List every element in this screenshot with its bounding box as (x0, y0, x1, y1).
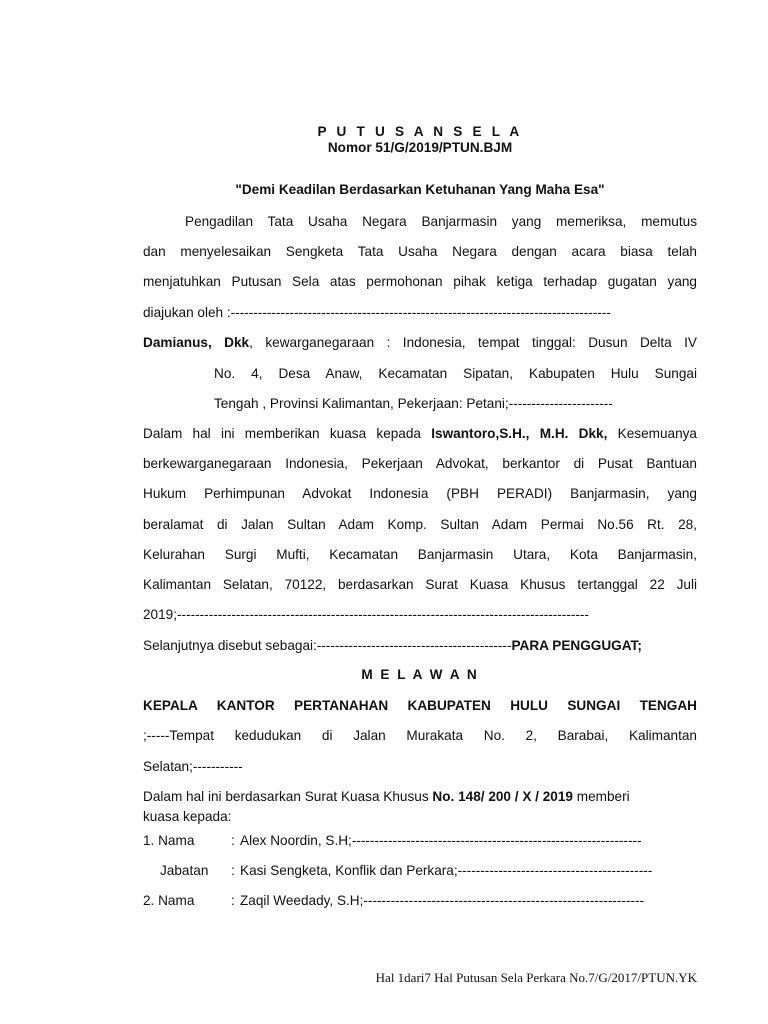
intro-line-4: diajukan oleh :------------------------------------------------------------------------------------ (143, 305, 611, 320)
page-footer: Hal 1dari7 Hal Putusan Sela Perkara No.7/G/2017/PTUN.YK (375, 970, 697, 985)
penggugat-name: Damianus, Dkk (143, 335, 250, 350)
disebut-text: Selanjutnya disebut sebagai:------------------------------------------- (143, 638, 512, 653)
kuasa-lead: Dalam hal ini memberikan kuasa kepada (143, 426, 432, 441)
kuasa-tergugat-nomor: No. 148/ 200 / X / 2019 (432, 789, 573, 804)
tergugat-line-3: Selatan;----------- (143, 759, 243, 774)
kuasa-jabatan-label: Jabatan (160, 863, 209, 878)
tergugat-line-2: ;-----Tempat kedudukan di Jalan Murakata No. 2, Barabai, Kalimantan (143, 728, 697, 743)
tergugat-line-1: KEPALA KANTOR PERTANAHAN KABUPATEN HULU SUNGAI TENGAH (143, 698, 697, 713)
irah-irah: "Demi Keadilan Berdasarkan Ketuhanan Yang Maha Esa" (235, 182, 605, 197)
kuasa-tergugat-lead: Dalam hal ini berdasarkan Surat Kuasa Khusus (143, 789, 433, 804)
penggugat-line-1 (143, 334, 697, 351)
kuasa-2-sep: : (231, 893, 235, 908)
kuasa-tergugat-line-2: kuasa kepada: (143, 809, 232, 824)
kuasa-name: Iswantoro,S.H., M.H. Dkk, (431, 426, 608, 441)
document-title: P U T U S A N S E L A (317, 124, 523, 139)
kuasa-lead-rest: Kesemuanya (607, 426, 697, 441)
intro-line-2: dan menyelesaikan Sengketa Tata Usaha Negara dengan acara biasa telah (143, 244, 697, 259)
penggugat-line-1-rest: , kewarganegaraan : Indonesia, tempat tinggal: Dusun Delta IV (249, 335, 697, 350)
kuasa-jabatan-sep: : (231, 863, 235, 878)
kuasa-penggugat-line-2: berkewarganegaraan Indonesia, Pekerjaan Advokat, berkantor di Pusat Bantuan (143, 456, 697, 471)
kuasa-1-value: Alex Noordin, S.H;---------------------------------------------------------------- (240, 833, 642, 848)
kuasa-2-label: 2. Nama (143, 893, 195, 908)
kuasa-tergugat-rest: memberi (572, 789, 630, 804)
kuasa-jabatan-value: Kasi Sengketa, Konflik dan Perkara;------------------------------------------- (240, 863, 653, 878)
melawan-heading: M E L A W A N (361, 667, 479, 682)
kuasa-penggugat-line-1 (143, 425, 697, 442)
penggugat-line-3: Tengah , Provinsi Kalimantan, Pekerjaan: Petani;----------------------- (214, 396, 613, 411)
kuasa-tergugat-line-1 (143, 788, 697, 805)
kuasa-penggugat-line-3: Hukum Perhimpunan Advokat Indonesia (PBH PERADI) Banjarmasin, yang (143, 486, 697, 501)
kuasa-2-value: Zaqil Weedady, S.H;-------------------------------------------------------------- (240, 893, 645, 908)
kuasa-penggugat-line-7: 2019;------------------------------------------------------------------------------------------- (143, 607, 589, 622)
para-penggugat-label: PARA PENGGUGAT; (511, 638, 642, 653)
intro-line-3: menjatuhkan Putusan Sela atas permohonan pihak ketiga terhadap gugatan yang (143, 274, 697, 289)
kuasa-penggugat-line-5: Kelurahan Surgi Mufti, Kecamatan Banjarmasin Utara, Kota Banjarmasin, (143, 547, 697, 562)
kuasa-penggugat-line-4: beralamat di Jalan Sultan Adam Komp. Sultan Adam Permai No.56 Rt. 28, (143, 517, 697, 532)
penggugat-line-2: No. 4, Desa Anaw, Kecamatan Sipatan, Kabupaten Hulu Sungai (214, 366, 697, 381)
case-number: Nomor 51/G/2019/PTUN.BJM (327, 140, 513, 155)
disebut-penggugat (143, 637, 697, 654)
kuasa-1-label: 1. Nama (143, 833, 195, 848)
intro-line-1: Pengadilan Tata Usaha Negara Banjarmasin yang memeriksa, memutus (185, 214, 697, 229)
kuasa-1-sep: : (231, 833, 235, 848)
kuasa-penggugat-line-6: Kalimantan Selatan, 70122, berdasarkan Surat Kuasa Khusus tertanggal 22 Juli (143, 577, 697, 592)
